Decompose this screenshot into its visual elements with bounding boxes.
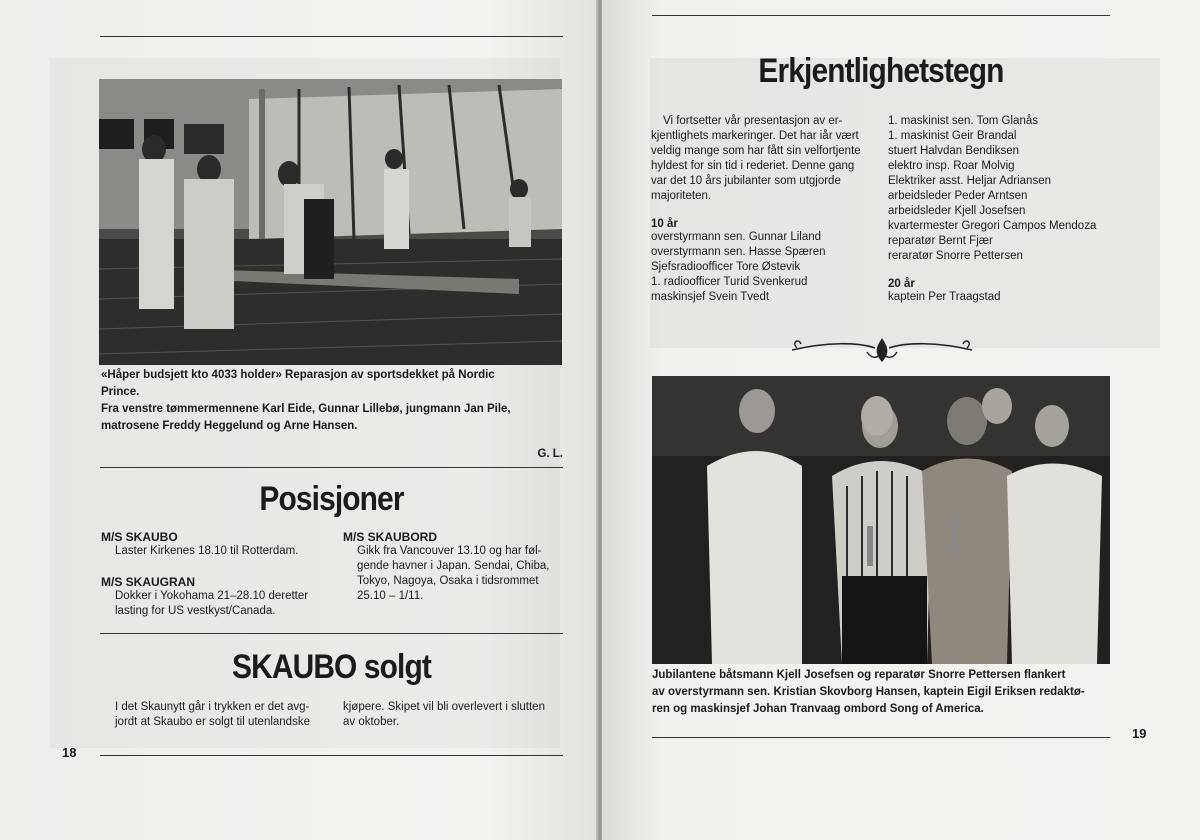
intro-line: Vi fortsetter vår presentasjon av er- (663, 115, 843, 127)
list-item: elektro insp. Roar Molvig (888, 160, 1015, 172)
list-item: reparatør Bernt Fjær (888, 235, 993, 247)
list-item: 1. maskinist Geir Brandal (888, 130, 1017, 142)
intro-column (651, 114, 879, 305)
jubilee-group-photo (652, 376, 1110, 664)
list-item: arbeidsleder Kjell Josefsen (888, 205, 1026, 217)
ship-text: lasting for US vestkyst/Canada. (115, 605, 276, 617)
ship-text: Laster Kirkenes 18.10 til Rotterdam. (115, 545, 299, 557)
signature: G. L. (537, 448, 563, 460)
page-number-left: 18 (62, 745, 77, 760)
bottom-rule (652, 737, 1110, 738)
caption-line: «Håper budsjett kto 4033 holder» Reparasjon av sportsdekket på Nordic (101, 369, 495, 381)
ship-column-left (101, 530, 326, 619)
ship-column-right (343, 530, 563, 604)
caption-line: Prince. (101, 386, 140, 398)
solgt-text: av oktober. (343, 716, 400, 728)
solgt-text: I det Skaunytt går i trykken er det avg- (115, 701, 310, 713)
solgt-column-left (101, 700, 331, 730)
ship-text: Tokyo, Nagoya, Osaka i tidsrommet (357, 575, 539, 587)
section-rule (100, 467, 563, 468)
photo-caption-right (652, 667, 1122, 718)
intro-line: veldig mange som har fått sin velfortjente (651, 145, 861, 157)
list-item: kvartermester Gregori Campos Mendoza (888, 220, 1097, 232)
intro-line: kjentlighets markeringer. Det har iår vært (651, 130, 859, 142)
intro-line: var det 10 års jubilanter som utgjorde (651, 175, 841, 187)
ship-text: gende havner i Japan. Sendai, Chiba, (357, 560, 550, 572)
intro-text (651, 114, 879, 204)
twenty-years-label: 20 år (888, 278, 915, 290)
solgt-text: kjøpere. Skipet vil bli overlevert i slutten (343, 701, 545, 713)
twenty-years-list (888, 290, 1113, 305)
skaubo-solgt-heading: SKAUBO solgt (232, 648, 431, 686)
erkjentlighetstegn-heading: Erkjentlighetstegn (758, 52, 1004, 90)
caption-line: av overstyrmann sen. Kristian Skovborg Hansen, kaptein Eigil Eriksen redaktø- (652, 686, 1085, 698)
solgt-text: jordt at Skaubo er solgt til utenlandske (115, 716, 310, 728)
list-item: kaptein Per Traagstad (888, 291, 1001, 303)
list-item: stuert Halvdan Bendiksen (888, 145, 1020, 157)
caption-line: ren og maskinsjef Johan Tranvaag ombord Song of America. (652, 703, 984, 715)
list-item: overstyrmann sen. Gunnar Liland (651, 231, 822, 243)
intro-line: hyldest for sin tid i rederiet. Denne gang (651, 160, 855, 172)
list-item: reraratør Snorre Pettersen (888, 250, 1023, 262)
caption-line: Fra venstre tømmermennene Karl Eide, Gunnar Lillebø, jungmann Jan Pile, (101, 403, 511, 415)
sports-deck-photo (99, 79, 562, 365)
names-column (888, 114, 1113, 305)
right-page (602, 0, 1200, 840)
photo-caption-left (101, 367, 563, 463)
intro-line: majoriteten. (651, 190, 712, 202)
solgt-column-right (343, 700, 563, 730)
ship-name: M/S SKAUBORD (343, 530, 438, 544)
caption-line: matrosene Freddy Heggelund og Arne Hansen. (101, 420, 358, 432)
section-rule (100, 633, 563, 634)
top-rule (652, 15, 1110, 16)
left-page (0, 0, 598, 840)
top-rule (100, 36, 563, 37)
ship-name: M/S SKAUGRAN (101, 575, 196, 589)
list-item: 1. radioofficer Turid Svenkerud (651, 276, 808, 288)
list-item: 1. maskinist sen. Tom Glanås (888, 115, 1038, 127)
list-item: overstyrmann sen. Hasse Spæren (651, 246, 826, 258)
page-number-right: 19 (1132, 726, 1147, 741)
ten-years-list (651, 230, 879, 305)
ship-name: M/S SKAUBO (101, 530, 178, 544)
ship-text: Gikk fra Vancouver 13.10 og har føl- (357, 545, 542, 557)
ornament-divider (787, 328, 977, 368)
list-item: arbeidsleder Peder Arntsen (888, 190, 1028, 202)
caption-line: Jubilantene båtsmann Kjell Josefsen og reparatør Snorre Pettersen flankert (652, 669, 1066, 681)
list-item: Elektriker asst. Heljar Adriansen (888, 175, 1051, 187)
names-list (888, 114, 1113, 264)
ship-text: Dokker i Yokohama 21–28.10 deretter (115, 590, 309, 602)
ten-years-label: 10 år (651, 218, 678, 230)
ship-text: 25.10 – 1/11. (357, 590, 424, 602)
posisjoner-heading: Posisjoner (259, 480, 404, 518)
bottom-rule (100, 755, 563, 756)
list-item: maskinsjef Svein Tvedt (651, 291, 770, 303)
list-item: Sjefsradioofficer Tore Østevik (651, 261, 801, 273)
